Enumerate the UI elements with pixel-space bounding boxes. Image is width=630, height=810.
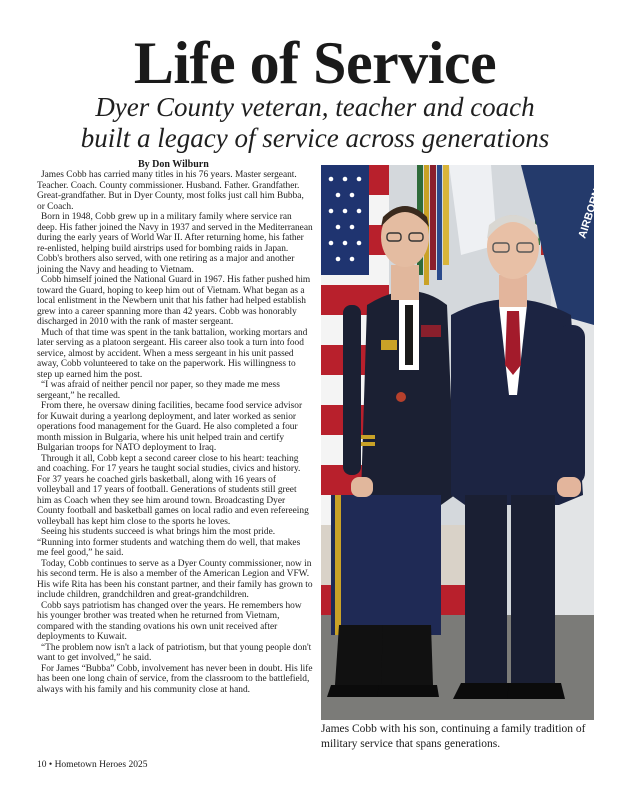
- article-body: [37, 170, 313, 695]
- paragraph: Born in 1948, Cobb grew up in a military family where service ran deep. His father joined the Navy in 1937 and served in the Mediterranean during the early years of World War II. After returning home, his father re-enlisted, helping build airstrips used for bombing raids in Japan. Cobb's brothers also served, with one retiring as a major and another joining the Navy and heading to Vietnam.: [37, 212, 313, 275]
- paragraph: For James “Bubba” Cobb, involvement has never been in doubt. His life has been one long chain of service, from the classroom to the battlefield, always with his family and his community close at hand.: [37, 663, 313, 695]
- airborne-tab: AIRBORNE: [576, 180, 606, 240]
- headline: Life of Service: [133, 30, 497, 96]
- paragraph: Much of that time was spent in the tank battalion, working mortars and later serving as a platoon sergeant. His career also took a turn into food service, almost by accident. When a mess sergeant in his unit passed away, Cobb volunteered to take on the paperwork. His willingness to step up earned him the post.: [37, 327, 308, 380]
- paragraph: Cobb himself joined the National Guard in 1967. His father pushed him toward the Guard, hoping to keep him out of Vietnam. What began as a local enlistment in the Newbern unit that his father had helped establish grew into a career spanning more than 42 years. Cobb was honorably discharged in 2010 with the rank of master sergeant.: [37, 275, 311, 327]
- paragraph: Cobb says patriotism has changed over the years. He remembers how his younger brother was treated when he returned from Vietnam, compared with the standing ovations his own unit received after deployments to Kuwait.: [37, 600, 302, 642]
- deck-line-1: Dyer County veteran, teacher and coach: [95, 92, 535, 122]
- paragraph: From there, he oversaw dining facilities, became food service advisor for Kuwait during a yearlong deployment, and later worked as senior operations food management for the Guard. He also completed a four month mission in Bulgaria, where his unit helped train and certify Bulgarian troops for NATO deployment to Iraq.: [37, 401, 303, 453]
- paragraph: Today, Cobb continues to serve as a Dyer County commissioner, now in his second term. He is also a member of the American Legion and VFW. His wife Rita has been his constant partner, and their family has grown to include children, grandchildren and great-grandchildren.: [37, 558, 313, 600]
- paragraph: Seeing his students succeed is what brings him the most pride. “Running into former students and watching them do well, that makes me feel good,” he said.: [37, 527, 301, 558]
- article-photo: [321, 165, 606, 720]
- photo-illustration: [321, 165, 606, 720]
- paragraph: “The problem now isn't a lack of patriotism, but that young people don't want to get involved,” he said.: [37, 642, 312, 663]
- photo-caption: James Cobb with his son, continuing a family tradition of military service that spans generations.: [321, 723, 586, 750]
- paragraph: “I was afraid of neither pencil nor paper, so they made me mess sergeant,” he recalled.: [37, 380, 280, 401]
- deck-line-2: built a legacy of service across generations: [80, 123, 550, 153]
- paragraph: James Cobb has carried many titles in his 76 years. Master sergeant. Teacher. Coach. County commissioner. Husband. Father. Grandfather. Great-grandfather. But in Dyer County, most folks just call him Bubba, or Coach.: [37, 170, 304, 212]
- paragraph: Through it all, Cobb kept a second career close to his heart: teaching and coaching. For 17 years he taught social studies, civics and history. For 37 years he coached girls basketball, along with 16 years of volleyball and 17 years of football. Generations of students still greet him as Coach when they see him around town. Broadcasting Dyer County football and basketball games on local radio and even refereeing volleyball has kept him close to the sports he loves.: [37, 453, 309, 527]
- byline: By Don Wilburn: [138, 159, 209, 170]
- page-folio: 10 • Hometown Heroes 2025: [37, 760, 148, 770]
- deck: [0, 92, 630, 154]
